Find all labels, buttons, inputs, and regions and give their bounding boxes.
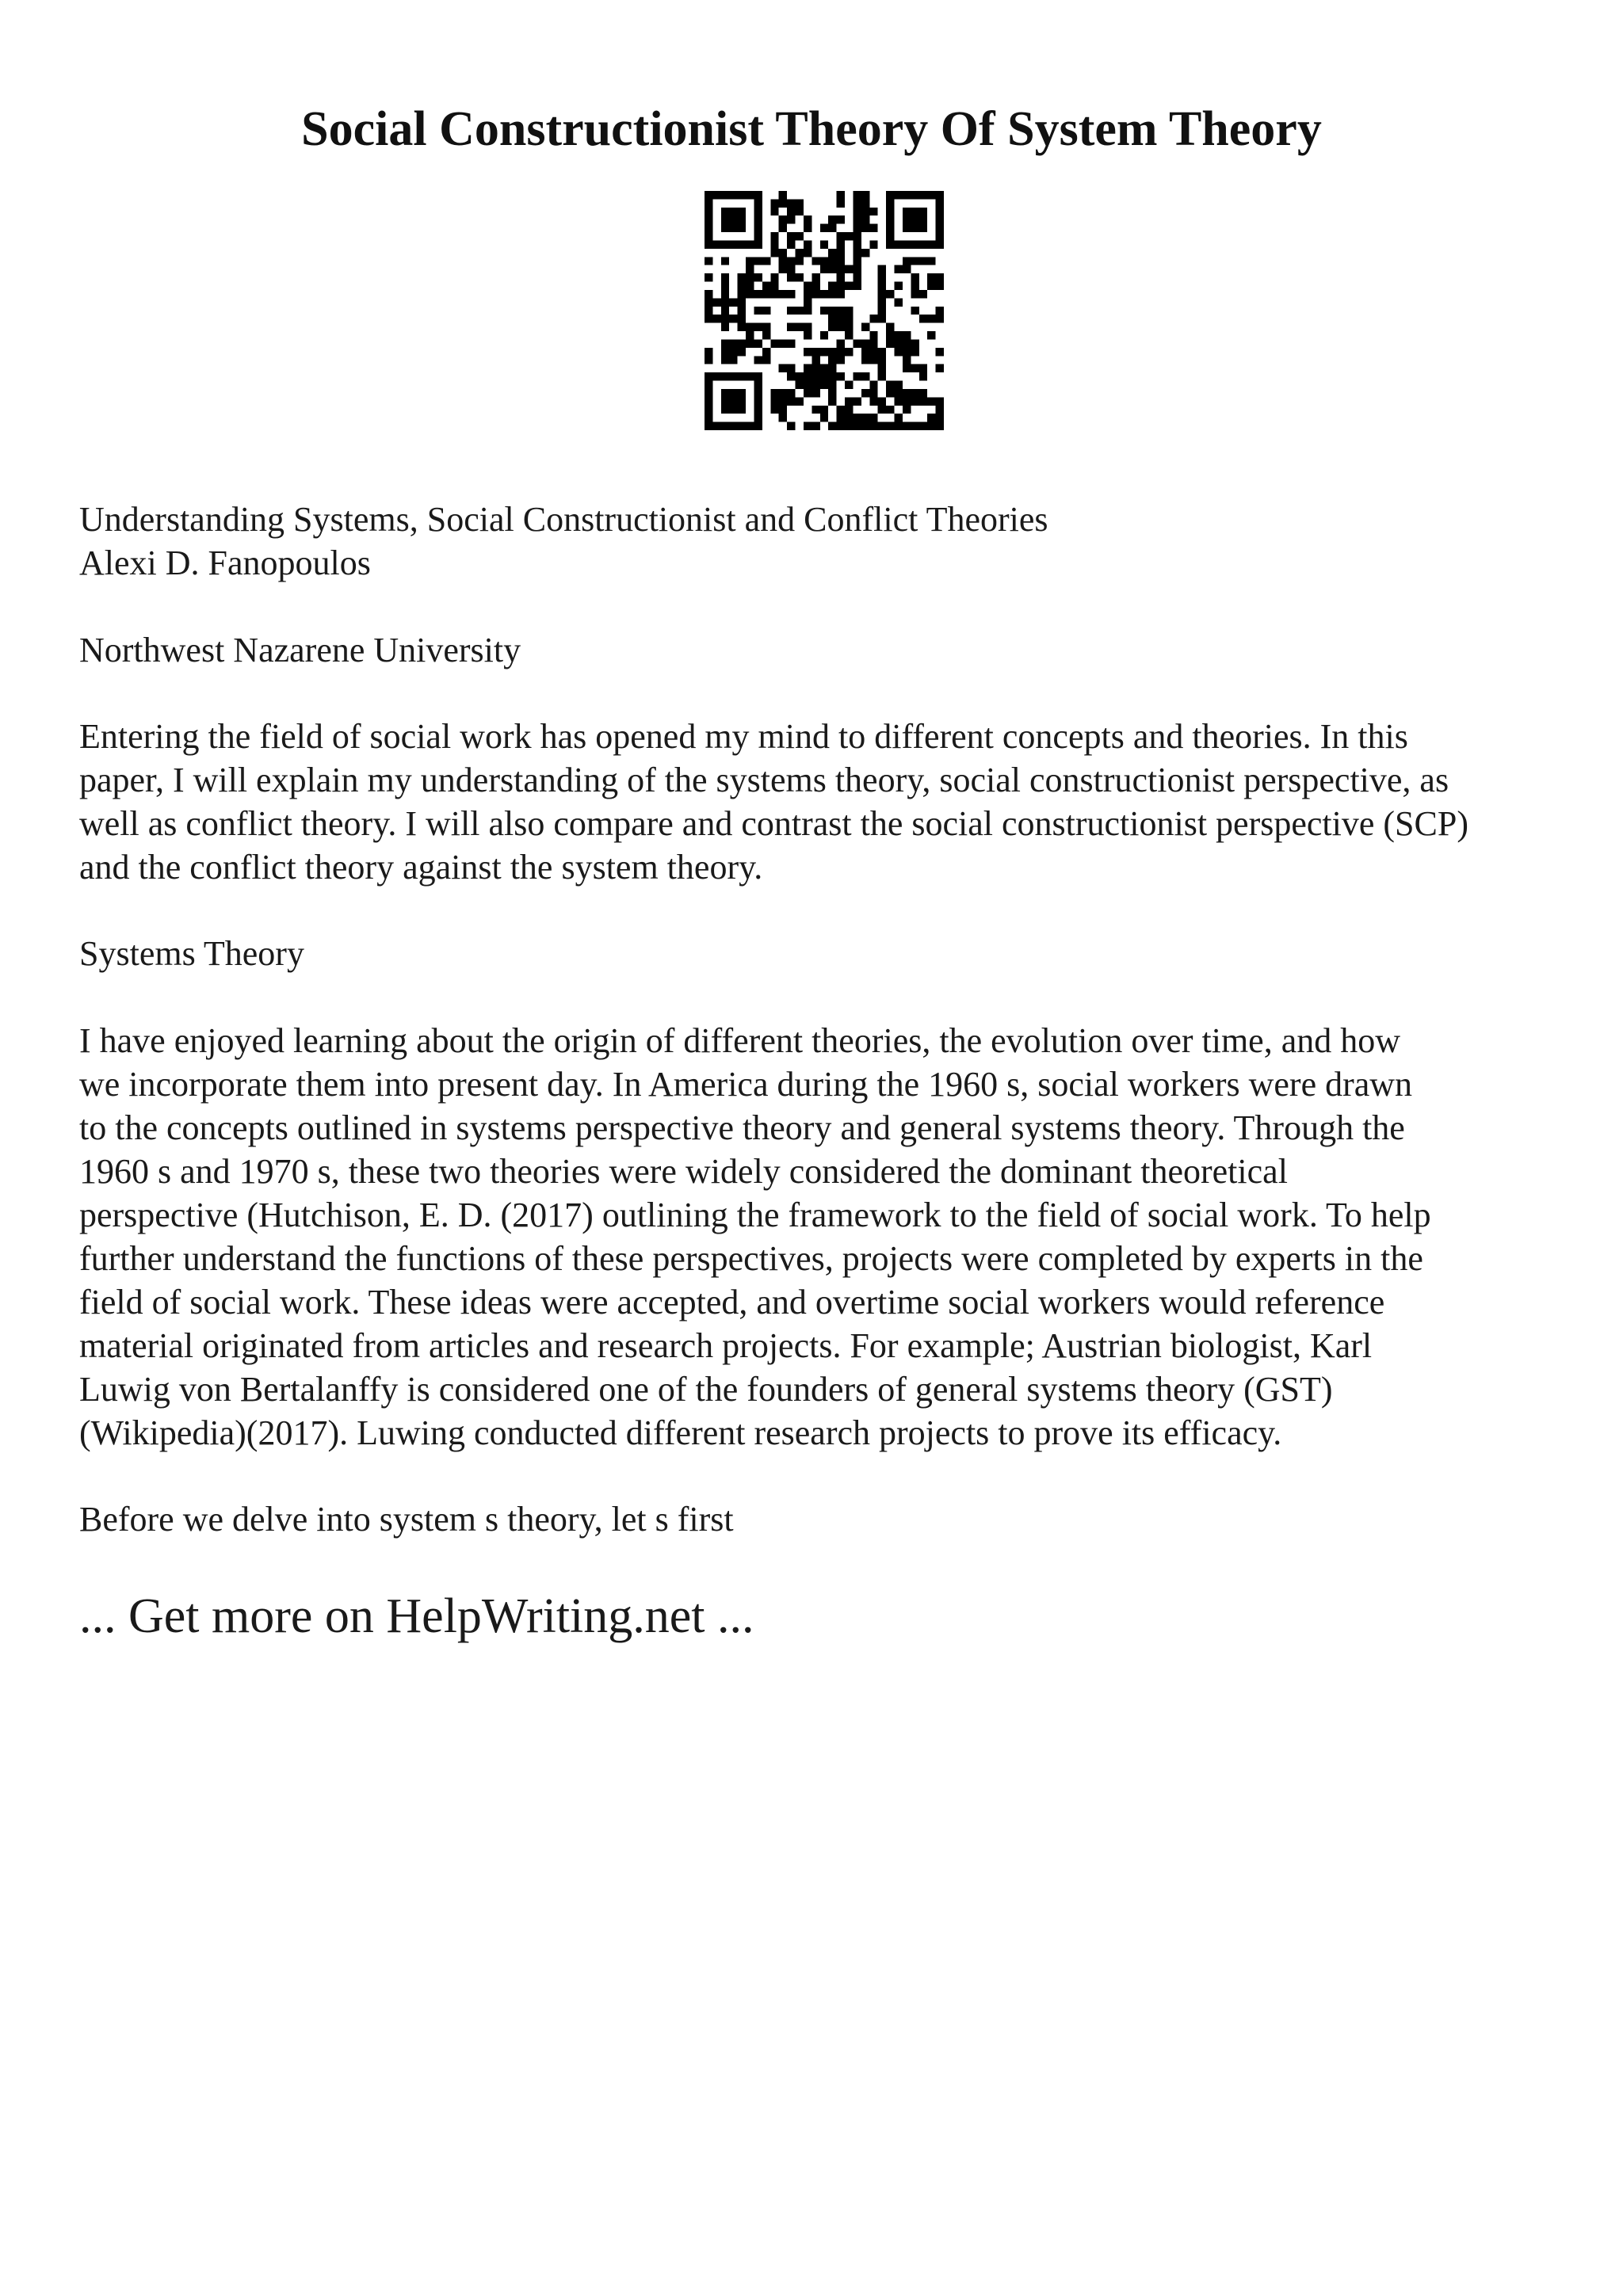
paragraph-line: and the conflict theory against the system theory. xyxy=(79,848,763,887)
document-body xyxy=(79,498,1569,1541)
paragraph-line: further understand the functions of these perspectives, projects were completed by experts in the xyxy=(79,1239,1423,1278)
get-more-link[interactable]: ... Get more on HelpWriting.net ... xyxy=(79,1589,754,1643)
paragraph-line: 1960 s and 1970 s, these two theories were widely considered the dominant theoretical xyxy=(79,1152,1288,1191)
intro-paragraph xyxy=(79,715,1569,889)
paragraph-line: (Wikipedia)(2017). Luwing conducted different research projects to prove its efficacy. xyxy=(79,1413,1282,1452)
closing-line: Before we delve into system s theory, let s first xyxy=(79,1500,734,1539)
paragraph-line: Luwig von Bertalanffy is considered one of the founders of general systems theory (GST) xyxy=(79,1370,1333,1409)
paragraph-line: paper, I will explain my understanding of the systems theory, social constructionist perspective, as xyxy=(79,761,1449,799)
paragraph-line: we incorporate them into present day. In America during the 1960 s, social workers were drawn xyxy=(79,1065,1413,1104)
qr-modules xyxy=(705,191,944,430)
document-subtitle: Understanding Systems, Social Constructionist and Conflict Theories xyxy=(79,500,1048,539)
institution-name: Northwest Nazarene University xyxy=(79,631,521,669)
paragraph-line: Entering the field of social work has opened my mind to different concepts and theories. In this xyxy=(79,717,1408,756)
document-title: Social Constructionist Theory Of System Theory xyxy=(301,102,1322,156)
qr-code-icon xyxy=(705,191,944,430)
paragraph-line: perspective (Hutchison, E. D. (2017) outlining the framework to the field of social work. To help xyxy=(79,1196,1431,1234)
paragraph-line: material originated from articles and research projects. For example; Austrian biologist, Karl xyxy=(79,1326,1373,1365)
paragraph-line: I have enjoyed learning about the origin of different theories, the evolution over time, and how xyxy=(79,1021,1401,1060)
paragraph-line: well as conflict theory. I will also compare and contrast the social constructionist perspective (SCP) xyxy=(79,804,1468,843)
section-heading: Systems Theory xyxy=(79,934,304,973)
body-paragraph xyxy=(79,1019,1569,1455)
paragraph-line: to the concepts outlined in systems perspective theory and general systems theory. Through the xyxy=(79,1108,1405,1147)
paragraph-line: field of social work. These ideas were accepted, and overtime social workers would reference xyxy=(79,1283,1385,1322)
author-name: Alexi D. Fanopoulos xyxy=(79,543,371,582)
